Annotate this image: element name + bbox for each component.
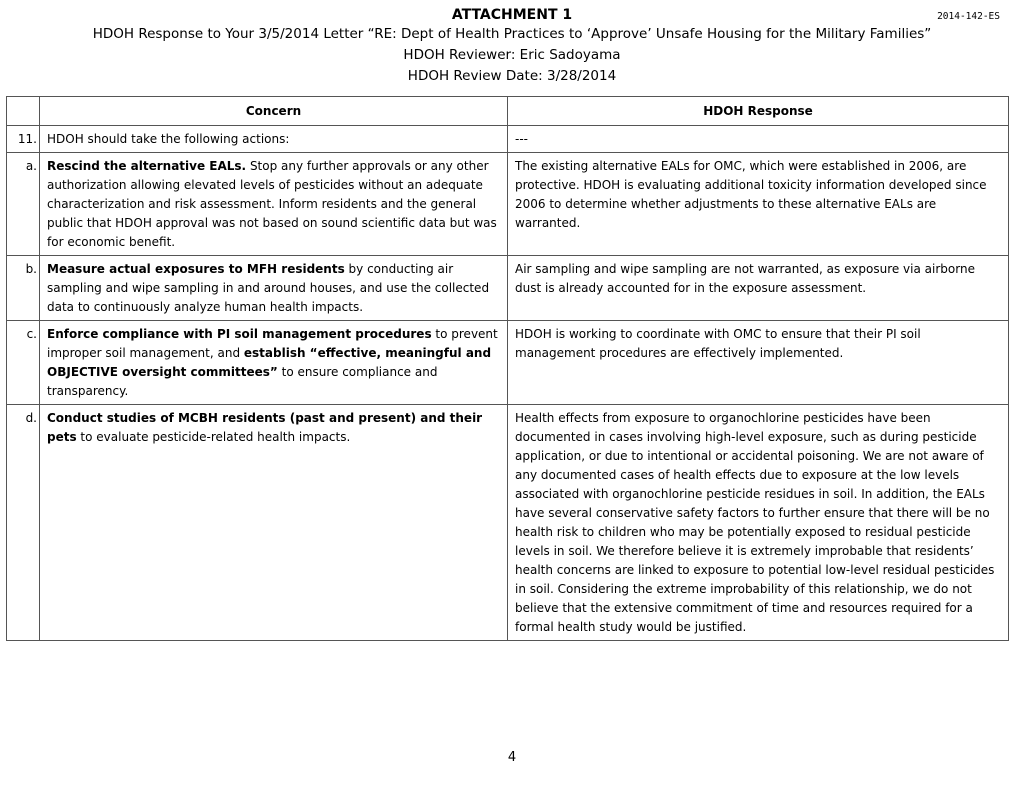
concern-text: to evaluate pesticide-related health impacts. — [76, 430, 351, 444]
response-cell: Air sampling and wipe sampling are not warranted, as exposure via airborne dust is already accounted for in the exposure assessment. — [508, 256, 1009, 321]
table-row — [7, 256, 1009, 321]
header-hdoh-response: HDOH Response — [508, 97, 1009, 126]
concern-text: Stop any further approvals or any other authorization allowing elevated levels of pesticides without an adequate characterization and risk assessment. Inform residents and the general public that HDOH approval was not based on sound scientific data but was for economic benefit. — [47, 159, 497, 249]
header-concern: Concern — [40, 97, 508, 126]
concern-cell — [40, 126, 508, 153]
item-number: 11. — [7, 126, 40, 153]
concern-cell — [40, 256, 508, 321]
table-row — [7, 126, 1009, 153]
response-cell: HDOH is working to coordinate with OMC to ensure that their PI soil management procedures are effectively implemented. — [508, 321, 1009, 405]
response-cell: --- — [508, 126, 1009, 153]
concern-text: by conducting air sampling and wipe sampling in and around houses, and use the collected data to continuously analyze human health impacts. — [47, 262, 490, 314]
concern-text: to ensure compliance and transparency. — [47, 365, 438, 398]
page-number: 4 — [507, 750, 517, 765]
response-cell: The existing alternative EALs for OMC, which were established in 2006, are protective. HDOH is evaluating additional toxicity information developed since 2006 to determine whether adjustments to these alternative EALs are warranted. — [508, 153, 1009, 256]
concern-text: HDOH should take the following actions: — [47, 132, 290, 146]
document-id: 2014-142-ES — [937, 11, 1000, 22]
review-date-line: HDOH Review Date: 3/28/2014 — [407, 68, 617, 84]
item-number: b. — [7, 256, 40, 321]
response-cell: Health effects from exposure to organochlorine pesticides have been documented in cases involving high-level exposure, such as during pesticide application, or due to intentional or accidental poisoning. We are not aware of any documented cases of health effects due to exposure at the low levels associated with organochlorine pesticide residues in soil. In addition, the EALs have several conservative safety factors to further ensure that there will be no health risk to children who may be potentially exposed to residual pesticide levels in soil. We therefore believe it is extremely improbable that residents’ health concerns are linked to exposure to potential low-level residual pesticides in soil. Considering the extreme improbability of this relationship, we do not believe that the extensive commitment of time and resources required for a formal health study would be justified. — [508, 405, 1009, 641]
concern-cell — [40, 405, 508, 641]
table-row — [7, 153, 1009, 256]
attachment-title: ATTACHMENT 1 — [451, 7, 573, 23]
table-row — [7, 321, 1009, 405]
concern-bold-text: Measure actual exposures to MFH residents — [47, 262, 345, 276]
concern-text: to prevent improper soil management, and — [47, 327, 498, 360]
concern-cell — [40, 321, 508, 405]
concern-bold-text: Conduct studies of MCBH residents (past and present) and their pets — [47, 411, 483, 444]
concern-bold-text: Enforce compliance with PI soil management procedures — [47, 327, 432, 341]
table-header-row — [7, 97, 1009, 126]
item-number: d. — [7, 405, 40, 641]
header-number — [7, 97, 40, 126]
item-number: c. — [7, 321, 40, 405]
reviewer-line: HDOH Reviewer: Eric Sadoyama — [403, 47, 621, 63]
table-row — [7, 405, 1009, 641]
concern-bold-text: establish “effective, meaningful and OBJECTIVE oversight committees” — [47, 346, 492, 379]
concern-bold-text: Rescind the alternative EALs. — [47, 159, 247, 173]
concern-cell — [40, 153, 508, 256]
document-subtitle: HDOH Response to Your 3/5/2014 Letter “RE: Dept of Health Practices to ‘Approve’ Unsafe Housing for the Military Families” — [92, 26, 932, 42]
concern-response-table — [6, 96, 1009, 641]
item-number: a. — [7, 153, 40, 256]
document-header — [0, 6, 1024, 87]
